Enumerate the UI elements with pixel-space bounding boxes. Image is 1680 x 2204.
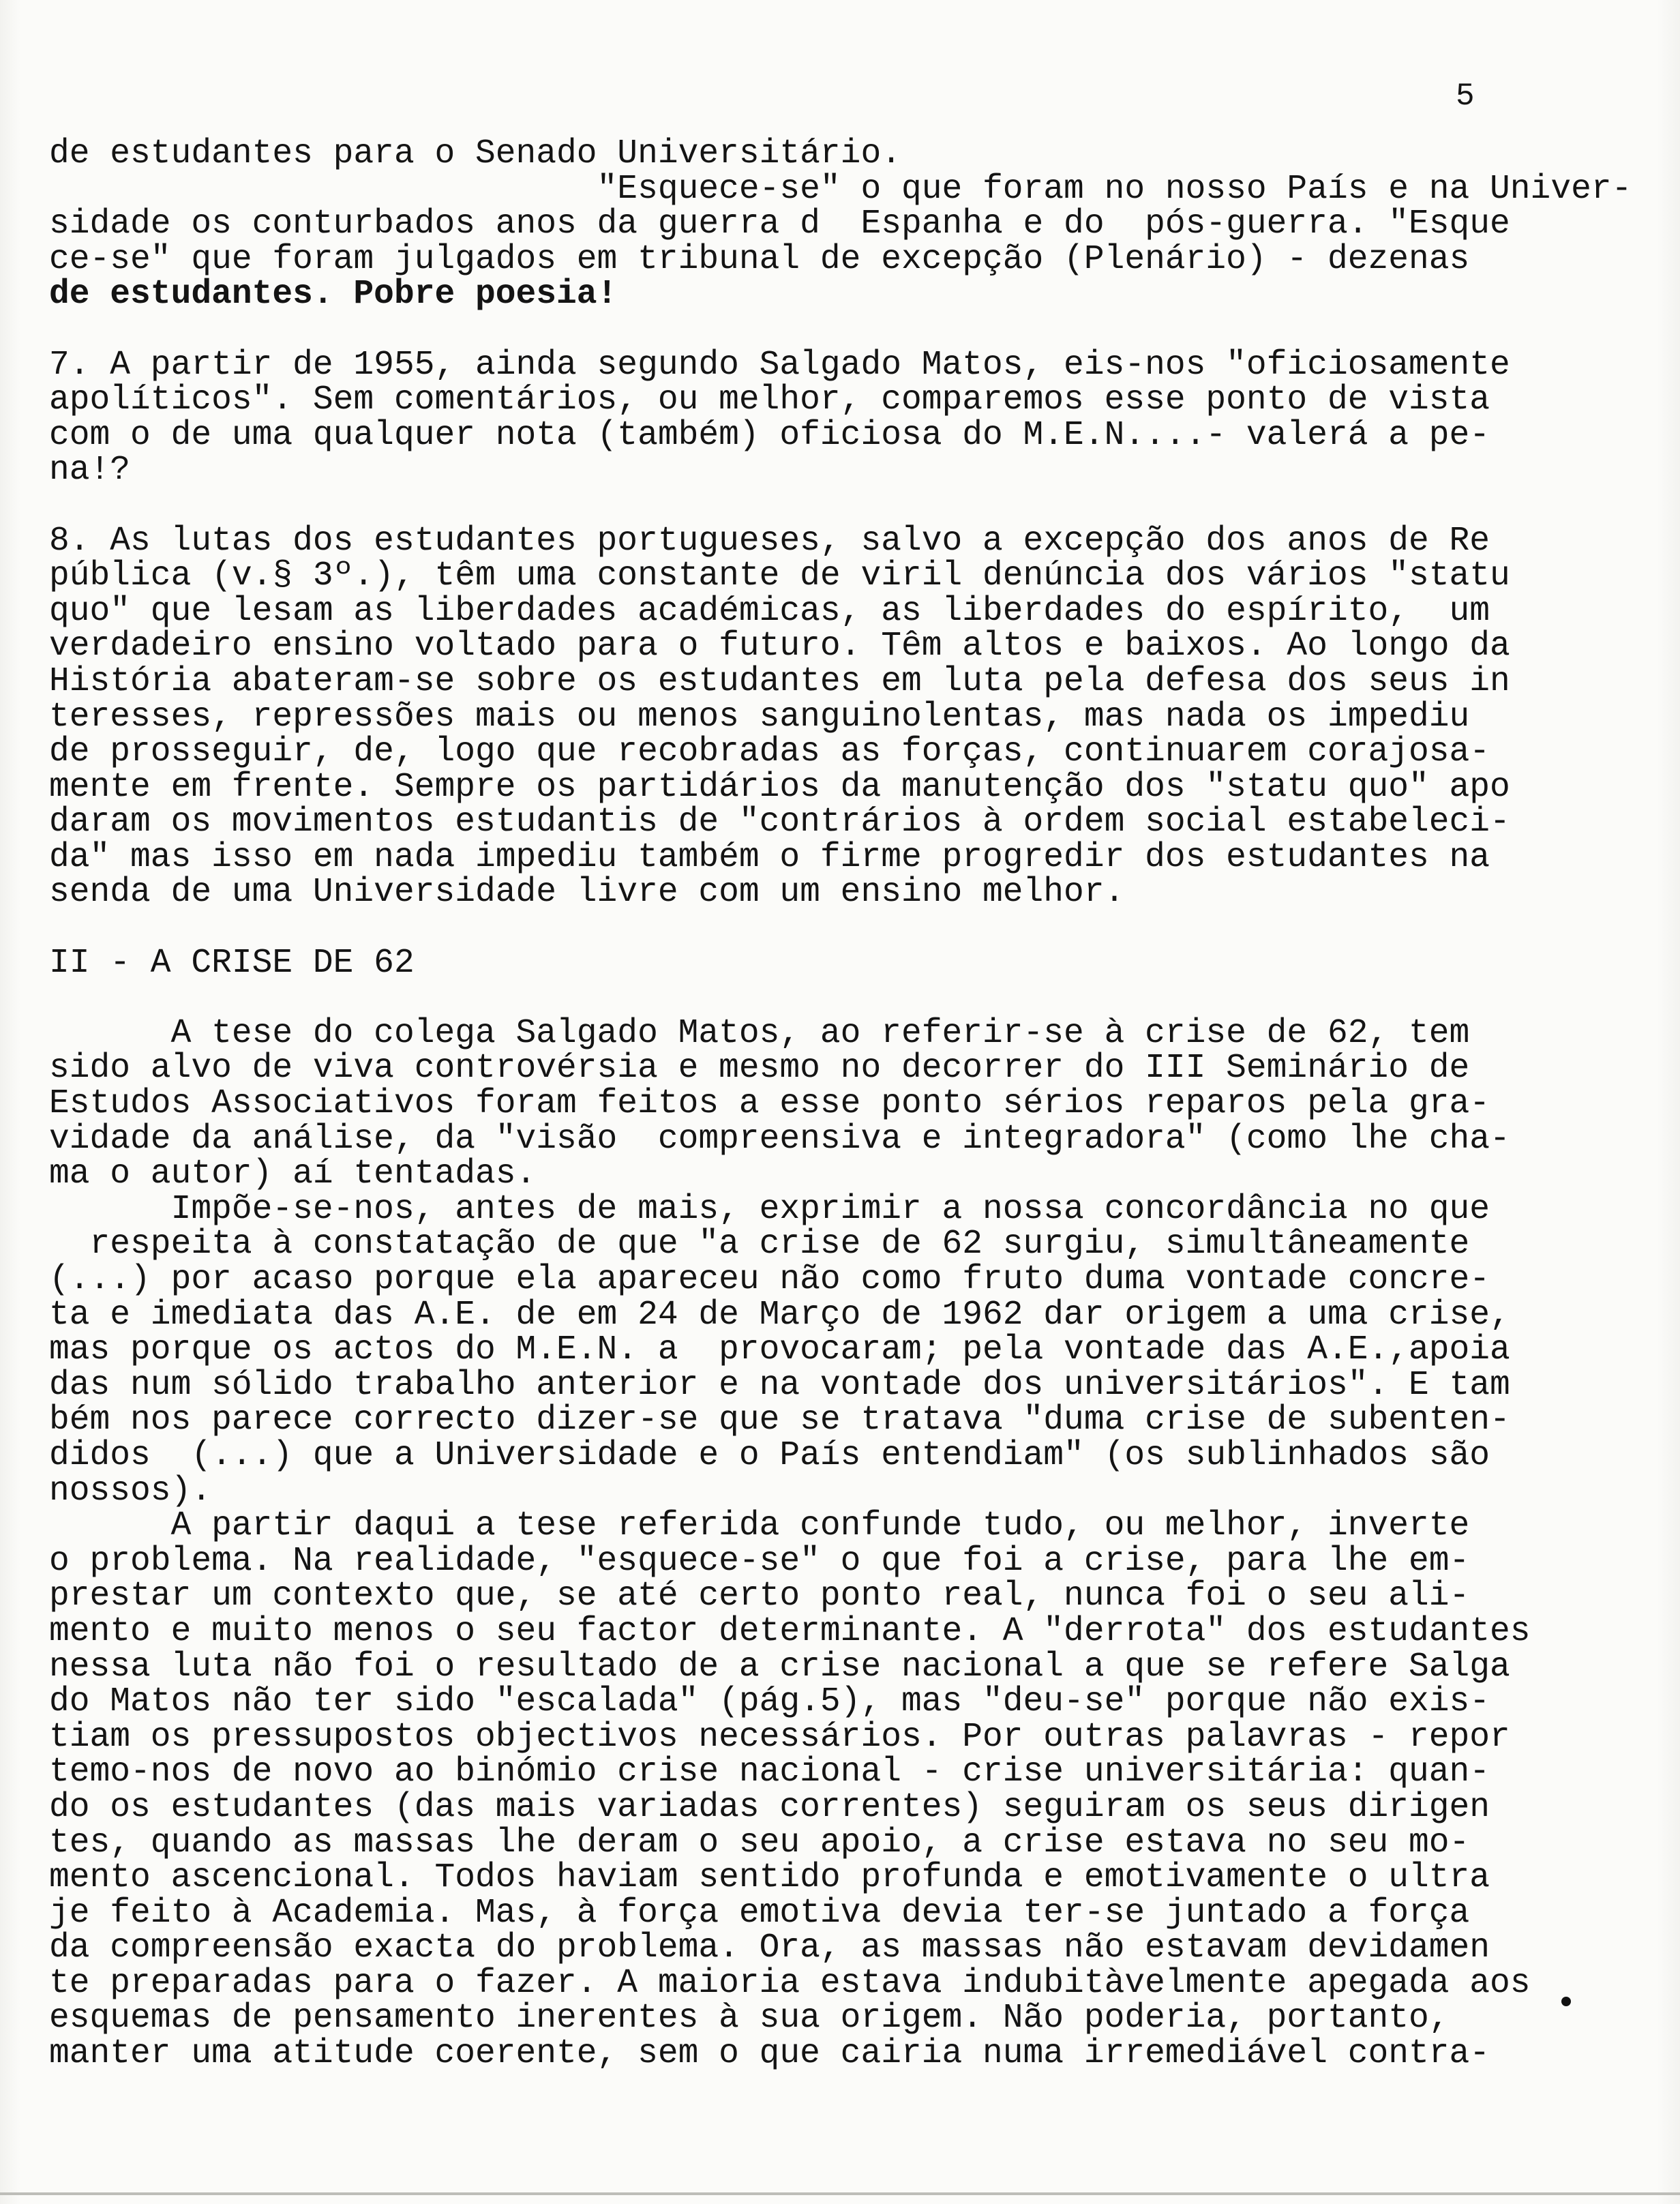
- text-line: mento e muito menos o seu factor determinante. A "derrota" dos estudantes: [49, 1611, 1531, 1650]
- text-line: História abateram-se sobre os estudantes em luta pela defesa dos seus in: [49, 661, 1510, 700]
- text-line: senda de uma Universidade livre com um ensino melhor.: [49, 873, 1125, 912]
- text-line: mento ascencional. Todos haviam sentido profunda e emotivamente o ultra: [49, 1858, 1490, 1897]
- text-line: do os estudantes (das mais variadas correntes) seguiram os seus dirigen: [49, 1787, 1490, 1826]
- text-line: da" mas isso em nada impediu também o firme progredir dos estudantes na: [49, 837, 1490, 876]
- text-line: esquemas de pensamento inerentes à sua origem. Não poderia, portanto,: [49, 1999, 1450, 2038]
- text-line: sido alvo de viva controvérsia e mesmo no decorrer do III Seminário de: [49, 1049, 1470, 1088]
- text-line: na!?: [49, 451, 131, 490]
- text-line: de prosseguir, de, logo que recobradas as forças, continuarem corajosa-: [49, 732, 1490, 771]
- text-line: ma o autor) aí tentadas.: [49, 1155, 537, 1193]
- text-line: nessa luta não foi o resultado de a crise nacional a que se refere Salga: [49, 1647, 1510, 1686]
- paragraph-gap: [49, 312, 1645, 348]
- text-line: ce-se" que foram julgados em tribunal de excepção (Plenário) - dezenas: [49, 239, 1470, 278]
- text-line: je feito à Academia. Mas, à força emotiva devia ter-se juntado a força: [49, 1893, 1470, 1932]
- text-line: da compreensão exacta do problema. Ora, as massas não estavam devidamen: [49, 1929, 1490, 1967]
- text-line: teresses, repressões mais ou menos sanguinolentas, mas nada os impediu: [49, 697, 1470, 736]
- text-line: apolíticos". Sem comentários, ou melhor, comparemos esse ponto de vista: [49, 381, 1490, 419]
- text-line: de estudantes para o Senado Universitário.: [49, 134, 901, 173]
- text-line: A partir daqui a tese referida confunde tudo, ou melhor, inverte: [49, 1506, 1470, 1545]
- text-line: do Matos não ter sido "escalada" (pág.5), mas "deu-se" porque não exis-: [49, 1682, 1490, 1721]
- text-line: tiam os pressupostos objectivos necessários. Por outras palavras - repor: [49, 1717, 1510, 1756]
- text-line: mente em frente. Sempre os partidários da manutenção dos "statu quo" apo: [49, 767, 1510, 806]
- section-8-line: 8. As lutas dos estudantes portugueses, salvo a excepção dos anos de Re: [49, 521, 1490, 560]
- text-line: te preparadas para o fazer. A maioria estava indubitàvelmente apegada aos: [49, 1963, 1531, 2002]
- text-line: bém nos parece correcto dizer-se que se tratava "duma crise de subenten-: [49, 1401, 1510, 1440]
- text-line: tes, quando as massas lhe deram o seu apoio, a crise estava no seu mo-: [49, 1823, 1470, 1862]
- text-line: das num sólido trabalho anterior e na vontade dos universitários". E tam: [49, 1365, 1510, 1404]
- text-line: de estudantes. Pobre poesia!: [49, 275, 618, 314]
- section-7-line: 7. A partir de 1955, ainda segundo Salgado Matos, eis-nos "oficiosamente: [49, 345, 1510, 384]
- text-line: didos (...) que a Universidade e o País entendiam" (os sublinhados são: [49, 1435, 1490, 1474]
- text-line: Estudos Associativos foram feitos a esse ponto sérios reparos pela gra-: [49, 1084, 1490, 1123]
- text-line: A tese do colega Salgado Matos, ao referir-se à crise de 62, tem: [49, 1013, 1470, 1052]
- text-line: "Esquece-se" o que foram no nosso País e na Univer-: [49, 169, 1632, 208]
- text-line: temo-nos de novo ao binómio crise nacional - crise universitária: quan-: [49, 1753, 1490, 1791]
- text-line: respeita à constatação de que "a crise de 62 surgiu, simultâneamente: [49, 1225, 1470, 1264]
- text-line: quo" que lesam as liberdades académicas, as liberdades do espírito, um: [49, 591, 1490, 630]
- body-text: [49, 136, 1645, 2072]
- paragraph-gap: [49, 981, 1645, 1016]
- text-line: Impõe-se-nos, antes de mais, exprimir a nossa concordância no que: [49, 1189, 1490, 1228]
- text-line: manter uma atitude coerente, sem o que cairia numa irremediável contra-: [49, 2034, 1490, 2073]
- text-line: mas porque os actos do M.E.N. a provocaram; pela vontade das A.E.,apoia: [49, 1330, 1510, 1369]
- text-line: daram os movimentos estudantis de "contrários à ordem social estabeleci-: [49, 803, 1510, 842]
- text-line: nossos).: [49, 1471, 212, 1510]
- text-line: com o de uma qualquer nota (também) oficiosa do M.E.N....- valerá a pe-: [49, 415, 1490, 454]
- text-line: sidade os conturbados anos da guerra d Espanha e do pós-guerra. "Esque: [49, 205, 1510, 243]
- text-line: (...) por acaso porque ela apareceu não como fruto duma vontade concre-: [49, 1260, 1490, 1298]
- section-heading: II - A CRISE DE 62: [49, 943, 415, 982]
- text-line: prestar um contexto que, se até certo ponto real, nunca foi o seu ali-: [49, 1577, 1470, 1615]
- ink-dot: [1561, 1997, 1571, 2006]
- page-number: 5: [1456, 78, 1475, 114]
- paragraph-gap: [49, 488, 1645, 524]
- scan-edge: [0, 2192, 1680, 2195]
- paragraph-gap: [49, 910, 1645, 946]
- text-line: vidade da análise, da "visão compreensiva e integradora" (como lhe cha-: [49, 1119, 1510, 1158]
- text-line: o problema. Na realidade, "esquece-se" o que foi a crise, para lhe em-: [49, 1541, 1470, 1580]
- text-line: verdadeiro ensino voltado para o futuro. Têm altos e baixos. Ao longo da: [49, 627, 1510, 666]
- text-line: pública (v.§ 3º.), têm uma constante de viril denúncia dos vários "statu: [49, 556, 1510, 595]
- text-line: ta e imediata das A.E. de em 24 de Março de 1962 dar origem a uma crise,: [49, 1295, 1510, 1334]
